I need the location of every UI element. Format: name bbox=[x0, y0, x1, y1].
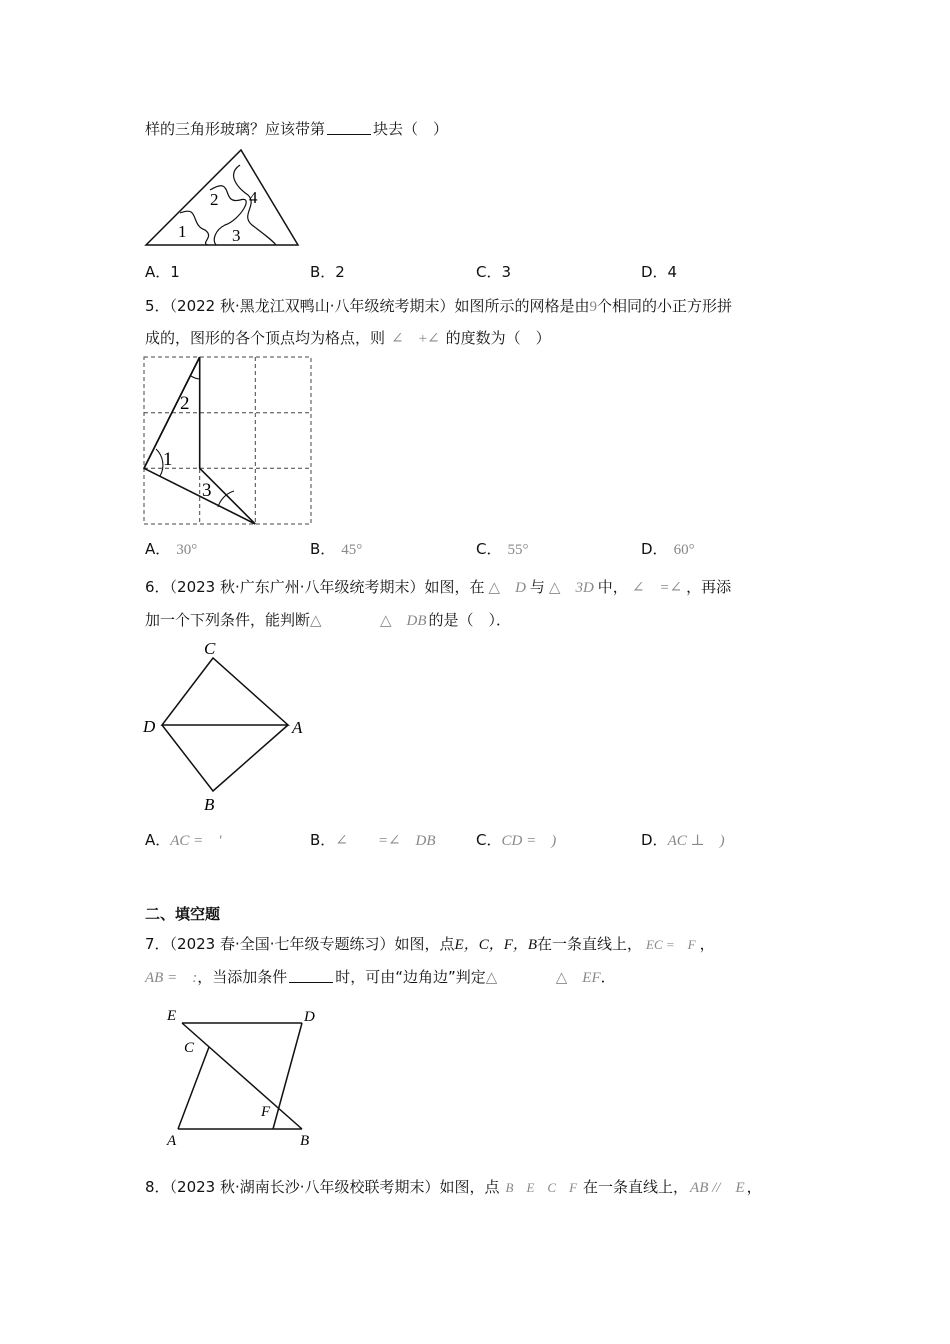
q5-line1-end: 个相同的小正方形拼 bbox=[597, 297, 733, 315]
q8-comma: ， bbox=[746, 1178, 762, 1196]
q7-source: （2023 春·全国·七年级专题练习）如图，点 bbox=[169, 935, 455, 953]
q7-condition-1: EC = F bbox=[646, 937, 696, 952]
q6-line2 bbox=[145, 609, 511, 630]
q6-line1 bbox=[145, 576, 731, 597]
q7-period: ． bbox=[600, 968, 616, 986]
q7-line2-b: 时，可由“边角边”判定 bbox=[335, 968, 486, 986]
q6-option-a-letter: A． bbox=[145, 831, 171, 849]
section-heading-fill-in: 二、填空题 bbox=[145, 905, 221, 923]
q6-line1-end: ，再添 bbox=[686, 578, 732, 596]
q7-congruence-right: △ EF bbox=[555, 970, 601, 986]
q7-condition-2: AB = : bbox=[145, 970, 198, 986]
q8-source: （2023 秋·湖南长沙·八年级校联考期末）如图，点 bbox=[169, 1178, 500, 1196]
q5-option-d-value: 60° bbox=[673, 542, 695, 558]
q7-label-f: F bbox=[261, 1104, 271, 1120]
q5-option-a[interactable] bbox=[145, 538, 197, 559]
q6-option-c[interactable] bbox=[476, 829, 556, 850]
q5-option-d[interactable] bbox=[641, 538, 695, 559]
q6-line2-b: 的是（ ）． bbox=[428, 611, 512, 629]
q4-broken-glass-figure bbox=[140, 145, 305, 250]
q6-option-b-letter: B． bbox=[310, 831, 336, 849]
q5-option-c-value: 55° bbox=[507, 542, 529, 558]
q7-answer-blank[interactable] bbox=[289, 968, 333, 983]
q4-text-a: 样的三角形玻璃？应该带第 bbox=[145, 120, 326, 138]
q6-triangle-2: △ 3D bbox=[548, 580, 594, 596]
q8-line1-b: 在一条直线上， bbox=[583, 1178, 689, 1196]
q4-piece-label-3: 3 bbox=[232, 226, 241, 245]
q5-nine: 9 bbox=[589, 299, 598, 315]
q7-line2-a: ，当添加条件 bbox=[197, 968, 288, 986]
q5-number: 5． bbox=[145, 297, 170, 315]
q6-quadrilateral-figure bbox=[138, 636, 313, 816]
q6-option-a-value: AC = ' bbox=[170, 833, 222, 849]
q5-option-d-letter: D． bbox=[641, 540, 668, 558]
q6-label-a: A bbox=[292, 718, 303, 737]
q4-piece-label-2: 2 bbox=[210, 190, 219, 209]
q5-angle-label-2: 2 bbox=[180, 393, 190, 414]
q6-congruence-left: △ bbox=[310, 613, 322, 629]
q5-line2-a: 成的，图形的各个顶点均为格点，则 bbox=[145, 329, 386, 347]
q6-triangle-1: △ D bbox=[488, 580, 526, 596]
q6-option-d[interactable] bbox=[641, 829, 725, 850]
q8-line1 bbox=[145, 1176, 762, 1197]
q6-line2-a: 加一个下列条件，能判断 bbox=[145, 611, 311, 629]
q5-line1 bbox=[145, 295, 732, 316]
q5-angle-label-1: 1 bbox=[163, 449, 173, 470]
q5-angle-label-3: 3 bbox=[202, 480, 212, 501]
q6-label-d: D bbox=[143, 717, 156, 736]
q6-option-c-value: CD = ) bbox=[501, 833, 557, 849]
q5-option-a-letter: A． bbox=[145, 540, 171, 558]
q5-option-b-letter: B． bbox=[310, 540, 336, 558]
q8-number: 8． bbox=[145, 1178, 170, 1196]
q4-option-a[interactable]: A．1 bbox=[145, 263, 180, 281]
q5-angle-expression: ∠ +∠ bbox=[391, 331, 440, 347]
q7-comma: ， bbox=[699, 935, 715, 953]
q4-piece-label-1: 1 bbox=[178, 222, 187, 241]
q6-option-d-value: AC ⊥ ) bbox=[667, 833, 725, 849]
q6-and: 与 bbox=[529, 578, 545, 596]
q4-option-c[interactable]: C．3 bbox=[476, 263, 512, 281]
q6-option-b-value: ∠ =∠ DB bbox=[335, 833, 436, 849]
q7-points: E，C，F，B bbox=[454, 937, 538, 953]
q5-line2 bbox=[145, 327, 551, 348]
q6-angles: ∠ =∠ bbox=[631, 580, 683, 596]
q7-line2 bbox=[145, 966, 616, 987]
q6-source: （2023 秋·广东广州·八年级统考期末）如图，在 bbox=[169, 578, 485, 596]
q4-answer-blank[interactable] bbox=[327, 120, 371, 135]
q5-option-c[interactable] bbox=[476, 538, 528, 559]
q5-option-b[interactable] bbox=[310, 538, 362, 559]
q7-label-e: E bbox=[167, 1008, 177, 1024]
q7-label-a: A bbox=[167, 1133, 177, 1149]
q4-text-line bbox=[145, 118, 448, 139]
q7-line1-b: 在一条直线上， bbox=[537, 935, 643, 953]
q6-option-d-letter: D． bbox=[641, 831, 668, 849]
q7-parallelogram-figure bbox=[160, 1003, 325, 1153]
q6-mid: 中， bbox=[597, 578, 628, 596]
q4-option-d[interactable]: D．4 bbox=[641, 263, 678, 281]
q7-congruence-left: △ bbox=[485, 970, 498, 986]
q5-option-a-value: 30° bbox=[176, 542, 198, 558]
q4-piece-label-4: 4 bbox=[249, 188, 258, 207]
q5-option-b-value: 45° bbox=[341, 542, 363, 558]
q6-option-b[interactable] bbox=[310, 829, 436, 850]
q7-label-d: D bbox=[304, 1009, 315, 1025]
q7-number: 7． bbox=[145, 935, 170, 953]
q5-option-c-letter: C． bbox=[476, 540, 502, 558]
q4-text-b: 块去（ ） bbox=[373, 120, 449, 138]
q5-line2-b: 的度数为（ ） bbox=[445, 329, 551, 347]
q8-condition: AB // E bbox=[690, 1180, 745, 1196]
q6-option-a[interactable] bbox=[145, 829, 222, 850]
q6-option-c-letter: C． bbox=[476, 831, 502, 849]
q7-label-c: C bbox=[184, 1040, 195, 1056]
q6-number: 6． bbox=[145, 578, 170, 596]
q4-option-b[interactable]: B．2 bbox=[310, 263, 345, 281]
q6-label-b: B bbox=[204, 795, 215, 814]
q5-grid-figure bbox=[142, 355, 314, 527]
q7-label-b: B bbox=[300, 1133, 310, 1149]
q6-label-c: C bbox=[204, 639, 216, 658]
q7-line1 bbox=[145, 933, 715, 954]
q8-points: B E C F bbox=[505, 1180, 578, 1195]
q6-congruence-right: △ DB bbox=[380, 613, 427, 629]
q5-source: （2022 秋·黑龙江双鸭山·八年级统考期末）如图所示的网格是由 bbox=[169, 297, 590, 315]
